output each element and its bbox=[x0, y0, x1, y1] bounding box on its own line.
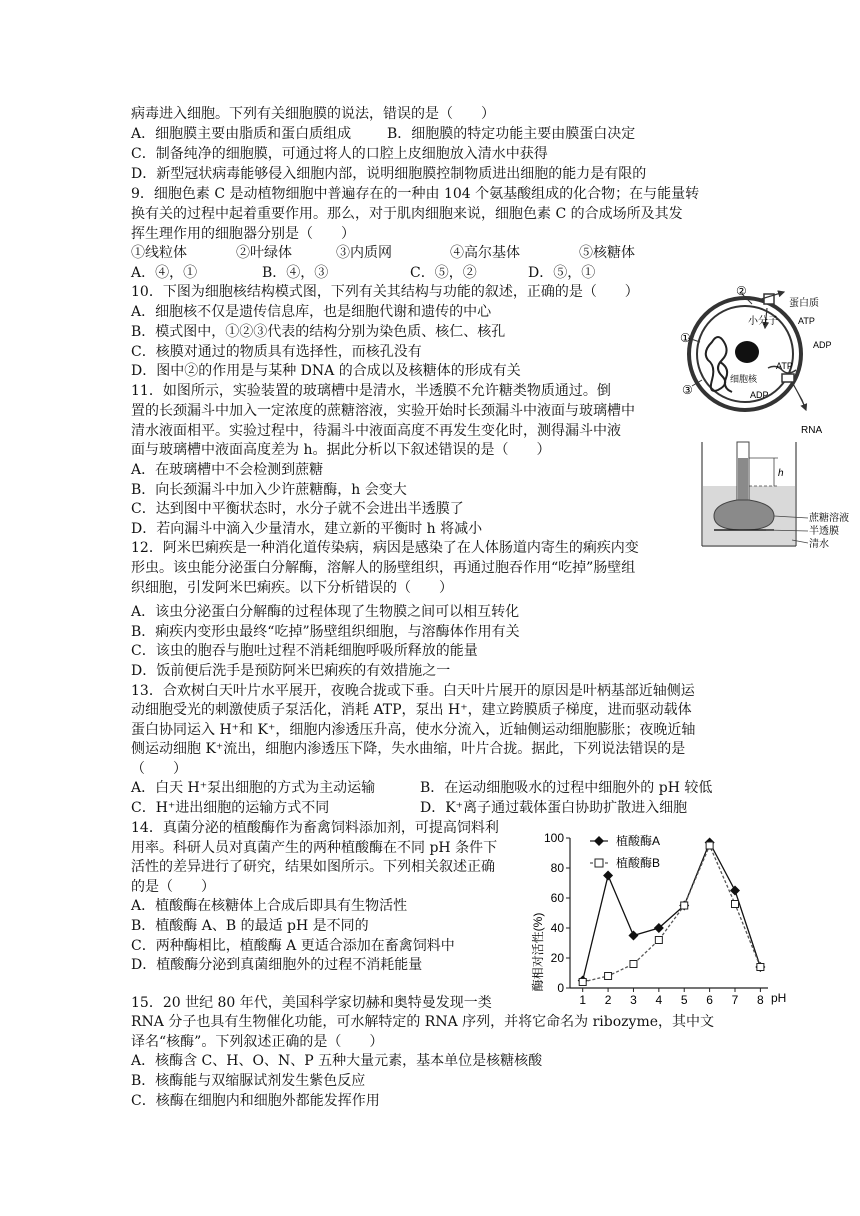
q13-option-c: C．H⁺进出细胞的运输方式不同 bbox=[131, 800, 330, 816]
q9-option-c: C．⑤，② bbox=[410, 265, 477, 281]
series-line-a bbox=[583, 843, 761, 981]
q10-option-a: A．细胞核不仅是遗传信息库，也是细胞代谢和遗传的中心 bbox=[131, 304, 492, 320]
q11-option-a: A．在玻璃槽中不会检测到蔗糖 bbox=[131, 462, 324, 478]
q14-option-a: A．植酸酶在核糖体上合成后即具有生物活性 bbox=[131, 898, 408, 914]
label-adp-top: ADP bbox=[813, 340, 832, 350]
q12-stem-line3: 织细胞，引发阿米巴痢疾。以下分析错误的（ ） bbox=[131, 580, 453, 596]
data-point-b bbox=[681, 902, 688, 909]
label-adp-bottom: ADP bbox=[750, 390, 769, 400]
data-point-b bbox=[655, 937, 662, 944]
q8-stem: 病毒进入细胞。下列有关细胞膜的说法，错误的是（ ） bbox=[131, 106, 495, 122]
q13-option-a: A．白天 H⁺泵出细胞的方式为主动运输 bbox=[131, 780, 376, 796]
data-point-b bbox=[579, 979, 586, 986]
label-atp-bottom: ATP bbox=[776, 361, 793, 371]
x-tick-label: 1 bbox=[579, 993, 587, 1007]
chart-ylabel: 酶相对活性(%) bbox=[531, 912, 545, 992]
q10-option-d: D．图中②的作用是与某种 DNA 的合成以及核糖体的形成有关 bbox=[131, 363, 521, 379]
q11-stem-line2: 置的长颈漏斗中加入一定浓度的蔗糖溶液，实验开始时长颈漏斗中液面与玻璃槽中 bbox=[131, 403, 635, 419]
legend-label-b: 植酸酶B bbox=[616, 856, 661, 870]
q9-item-5: ⑤核糖体 bbox=[579, 245, 635, 261]
x-tick-label: 4 bbox=[655, 993, 663, 1007]
data-point-a bbox=[603, 871, 613, 881]
label-1: ① bbox=[680, 331, 691, 345]
nucleolus-shape bbox=[735, 341, 759, 363]
q9-stem-line3: 挥生理作用的细胞器分别是（ ） bbox=[131, 226, 355, 242]
label-protein: 蛋白质 bbox=[789, 298, 819, 309]
nucleus-diagram bbox=[672, 282, 852, 437]
q13-stem-line5: （ ） bbox=[131, 761, 187, 777]
data-point-b bbox=[757, 964, 764, 971]
data-point-b bbox=[630, 961, 637, 968]
q9-item-1: ①线粒体 bbox=[131, 245, 187, 261]
q12-stem-line2: 形虫。该虫能分泌蛋白分解酶，溶解人的肠壁组织，再通过胞吞作用“吃掉”肠壁组 bbox=[131, 560, 636, 576]
series-line-b bbox=[583, 846, 761, 983]
x-tick-label: 5 bbox=[680, 993, 688, 1007]
label-nucleus: 细胞核 bbox=[730, 374, 758, 384]
q10-option-c: C．核膜对通过的物质具有选择性，而核孔没有 bbox=[131, 344, 422, 360]
q11-stem-line4: 面与玻璃槽中液面高度差为 h。据此分析以下叙述错误的是（ ） bbox=[131, 442, 551, 458]
q13-option-d: D．K⁺离子通过载体蛋白协助扩散进入细胞 bbox=[420, 800, 688, 816]
label-rna: RNA bbox=[801, 425, 823, 436]
y-tick-label: 80 bbox=[550, 861, 564, 875]
q14-option-d: D．植酸酶分泌到真菌细胞外的过程不消耗能量 bbox=[131, 957, 423, 973]
data-point-a bbox=[730, 886, 740, 896]
q11-stem-line1: 11．如图所示，实验装置的玻璃槽中是清水，半透膜不允许糖类物质通过。倒 bbox=[131, 383, 611, 399]
y-tick-label: 100 bbox=[543, 831, 564, 845]
q10-option-b: B．模式图中，①②③代表的结构分别为染色质、核仁、核孔 bbox=[131, 324, 506, 340]
q15-stem-line3: 译名“核酶”。下列叙述正确的是（ ） bbox=[131, 1034, 384, 1050]
q15-stem-line1: 15．20 世纪 80 年代，美国科学家切赫和奥特曼发现一类 bbox=[131, 995, 492, 1011]
q13-option-b: B．在运动细胞吸水的过程中细胞外的 pH 较低 bbox=[420, 780, 713, 796]
label-3: ③ bbox=[682, 383, 693, 397]
q8-option-b: B．细胞膜的特定功能主要由膜蛋白决定 bbox=[387, 126, 636, 142]
chart-legend bbox=[590, 833, 660, 870]
q14-stem-line2: 用率。科研人员对真菌产生的两种植酸酶在不同 pH 条件下 bbox=[131, 840, 498, 856]
x-tick-label: 7 bbox=[731, 993, 739, 1007]
y-tick-label: 0 bbox=[557, 981, 564, 995]
label-membrane: 半透膜 bbox=[809, 526, 839, 537]
q8-option-a: A．细胞膜主要由脂质和蛋白质组成 bbox=[131, 126, 352, 142]
q12-option-c: C．该虫的胞吞与胞吐过程不消耗细胞呼吸所释放的能量 bbox=[131, 643, 478, 659]
y-tick-label: 40 bbox=[550, 921, 564, 935]
q14-stem-line3: 活性的差异进行了研究，结果如图所示。下列相关叙述正确 bbox=[131, 859, 495, 875]
q8-option-d: D．新型冠状病毒能够侵入细胞内部，说明细胞膜控制物质进出细胞的能力是有限的 bbox=[131, 166, 647, 182]
q9-stem-line2: 换有关的过程中起着重要作用。那么，对于肌肉细胞来说，细胞色素 C 的合成场所及其发 bbox=[131, 206, 683, 222]
legend-label-a: 植酸酶A bbox=[616, 834, 661, 848]
q14-stem-line1: 14．真菌分泌的植酸酶作为畜禽饲料添加剂，可提高饲料利 bbox=[131, 820, 499, 836]
x-tick-label: 3 bbox=[630, 993, 637, 1007]
legend-marker-a bbox=[594, 836, 604, 846]
q11-option-b: B．向长颈漏斗中加入少许蔗糖酶，h 会变大 bbox=[131, 482, 407, 498]
q15-option-a: A．核酶含 C、H、O、N、P 五种大量元素，基本单位是核糖核酸 bbox=[131, 1053, 543, 1069]
q13-stem-line2: 动细胞受光的刺激使质子泵活化，消耗 ATP，泵出 H⁺，建立跨膜质子梯度，进而驱动载体 bbox=[131, 702, 692, 718]
legend-marker-b bbox=[595, 859, 603, 867]
q14-option-c: C．两种酶相比，植酸酶 A 更适合添加在畜禽饲料中 bbox=[131, 938, 455, 954]
q15-stem-line2: RNA 分子也具有生物催化功能，可水解特定的 RNA 序列，并将它命名为 ribozyme，其中文 bbox=[131, 1014, 715, 1030]
chart-xlabel: pH bbox=[771, 991, 787, 1005]
q9-option-d: D．⑤，① bbox=[528, 265, 596, 281]
data-point-b bbox=[605, 973, 612, 980]
q12-option-d: D．饭前便后洗手是预防阿米巴痢疾的有效措施之一 bbox=[131, 663, 451, 679]
label-water: 清水 bbox=[809, 539, 829, 550]
label-atp-top: ATP bbox=[798, 316, 815, 326]
q14-stem-line4: 的是（ ） bbox=[131, 879, 215, 895]
q15-option-b: B．核酶能与双缩脲试剂发生紫色反应 bbox=[131, 1073, 366, 1089]
x-tick-label: 8 bbox=[757, 993, 764, 1007]
q10-stem: 10．下图为细胞核结构模式图，下列有关其结构与功能的叙述，正确的是（ ） bbox=[131, 284, 639, 300]
q11-option-c: C．达到图中平衡状态时，水分子就不会进出半透膜了 bbox=[131, 501, 464, 517]
q8-option-c: C．制备纯净的细胞膜，可通过将人的口腔上皮细胞放入清水中获得 bbox=[131, 146, 548, 162]
x-tick-label: 2 bbox=[604, 993, 612, 1007]
label-sucrose: 蔗糖溶液 bbox=[809, 513, 849, 524]
q11-option-d: D．若向漏斗中滴入少量清水，建立新的平衡时 h 将减小 bbox=[131, 521, 483, 537]
q13-stem-line3: 蛋白协同运入 H⁺和 K⁺，细胞内渗透压升高，使水分流入，近轴侧运动细胞膨胀；夜晚近轴 bbox=[131, 722, 696, 738]
data-point-b bbox=[706, 842, 713, 849]
q11-stem-line3: 清水液面相平。实验过程中，待漏斗中液面高度不再发生变化时，测得漏斗中液 bbox=[131, 423, 621, 439]
q14-option-b: B．植酸酶 A、B 的最适 pH 是不同的 bbox=[131, 918, 369, 934]
osmosis-diagram bbox=[696, 440, 858, 552]
q15-option-c: C．核酶在细胞内和细胞外都能发挥作用 bbox=[131, 1093, 380, 1109]
label-h: h bbox=[778, 468, 784, 479]
q9-item-3: ③内质网 bbox=[336, 245, 392, 261]
q12-option-a: A．该虫分泌蛋白分解酶的过程体现了生物膜之间可以相互转化 bbox=[131, 604, 520, 620]
x-tick-label: 6 bbox=[706, 993, 713, 1007]
q13-stem-line4: 侧运动细胞 K⁺流出，细胞内渗透压下降，失水曲缩，叶片合拢。据此，下列说法错误的是 bbox=[131, 741, 686, 757]
label-2: ② bbox=[736, 284, 747, 298]
q9-option-a: A．④，① bbox=[131, 265, 198, 281]
q9-item-4: ④高尔基体 bbox=[450, 245, 520, 261]
enzyme-activity-chart bbox=[528, 826, 790, 1010]
q9-stem-line1: 9．细胞色素 C 是动植物细胞中普遍存在的一种由 104 个氨基酸组成的化合物；在与能量转 bbox=[131, 186, 700, 202]
q9-item-2: ②叶绿体 bbox=[236, 245, 292, 261]
q12-stem-line1: 12．阿米巴痢疾是一种消化道传染病，病因是感染了在人体肠道内寄生的痢疾内变 bbox=[131, 540, 639, 556]
label-small-molecule: 小分子 bbox=[748, 316, 778, 327]
data-point-b bbox=[732, 901, 739, 908]
q12-option-b: B．痢疾内变形虫最终“吃掉”肠壁组织细胞，与溶酶体作用有关 bbox=[131, 624, 520, 640]
q13-stem-line1: 13．合欢树白天叶片水平展开，夜晚合拢或下垂。白天叶片展开的原因是叶柄基部近轴侧运 bbox=[131, 683, 695, 699]
y-tick-label: 20 bbox=[550, 951, 564, 965]
q9-option-b: B．④，③ bbox=[262, 265, 329, 281]
data-point-a bbox=[628, 931, 638, 941]
y-tick-label: 60 bbox=[550, 891, 564, 905]
